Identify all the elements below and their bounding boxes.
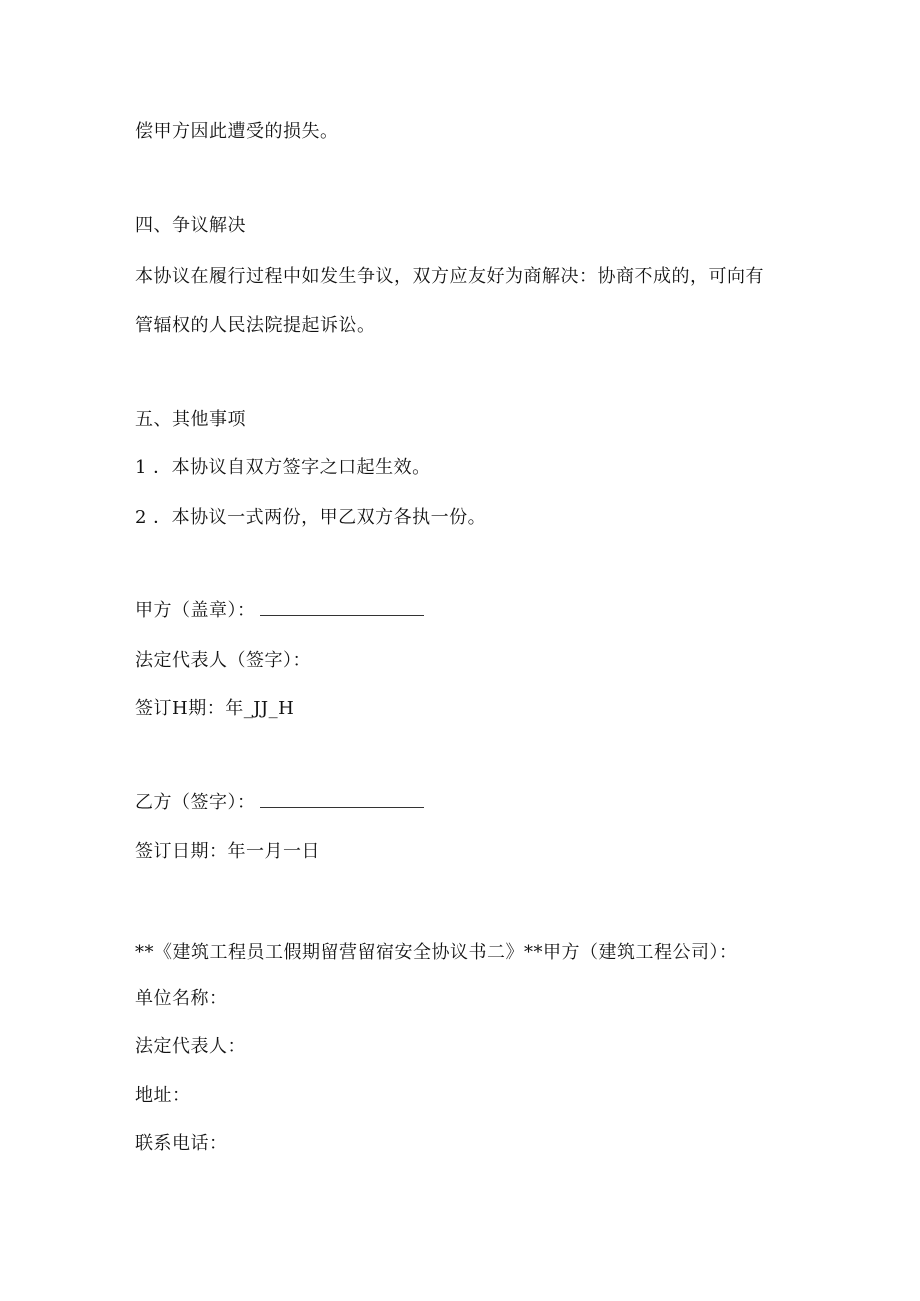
party-a-sign-date: 签订H期：年_JJ_H: [135, 698, 295, 719]
party-b-sign-label: 乙方（签字）：: [135, 792, 256, 813]
second-agreement-title: **《建筑工程员工假期留营留宿安全协议书二》**甲方（建筑工程公司）：: [135, 942, 738, 963]
address-field: 地址：: [135, 1085, 191, 1106]
party-a-seal-label: 甲方（盖章）：: [135, 600, 256, 621]
party-b-sign-blank: [260, 791, 424, 808]
party-b-sign-line: [135, 791, 424, 815]
section-heading-dispute: 四、争议解决: [135, 215, 246, 236]
continuation-text: 偿甲方因此遭受的损失。: [135, 121, 339, 142]
unit-name-field: 单位名称：: [135, 988, 228, 1009]
party-a-seal-blank: [260, 599, 424, 616]
party-b-sign-date: 签订日期：年一月一日: [135, 841, 320, 862]
other-item-2: 2 ．本协议一式两份，甲乙双方各执一份。: [135, 507, 487, 528]
dispute-paragraph-line1: 本协议在履行过程中如发生争议，双方应友好为商解决：协商不成的，可向有: [135, 266, 764, 287]
phone-field: 联系电话：: [135, 1133, 228, 1154]
other-item-1: 1 ．本协议自双方签字之口起生效。: [135, 457, 431, 478]
party-a-legal-rep: 法定代表人（签字）：: [135, 650, 311, 671]
dispute-paragraph-line2: 管辐权的人民法院提起诉讼。: [135, 315, 376, 336]
party-a-seal-line: [135, 599, 424, 623]
legal-rep-field: 法定代表人：: [135, 1036, 246, 1057]
section-heading-other: 五、其他事项: [135, 409, 246, 430]
